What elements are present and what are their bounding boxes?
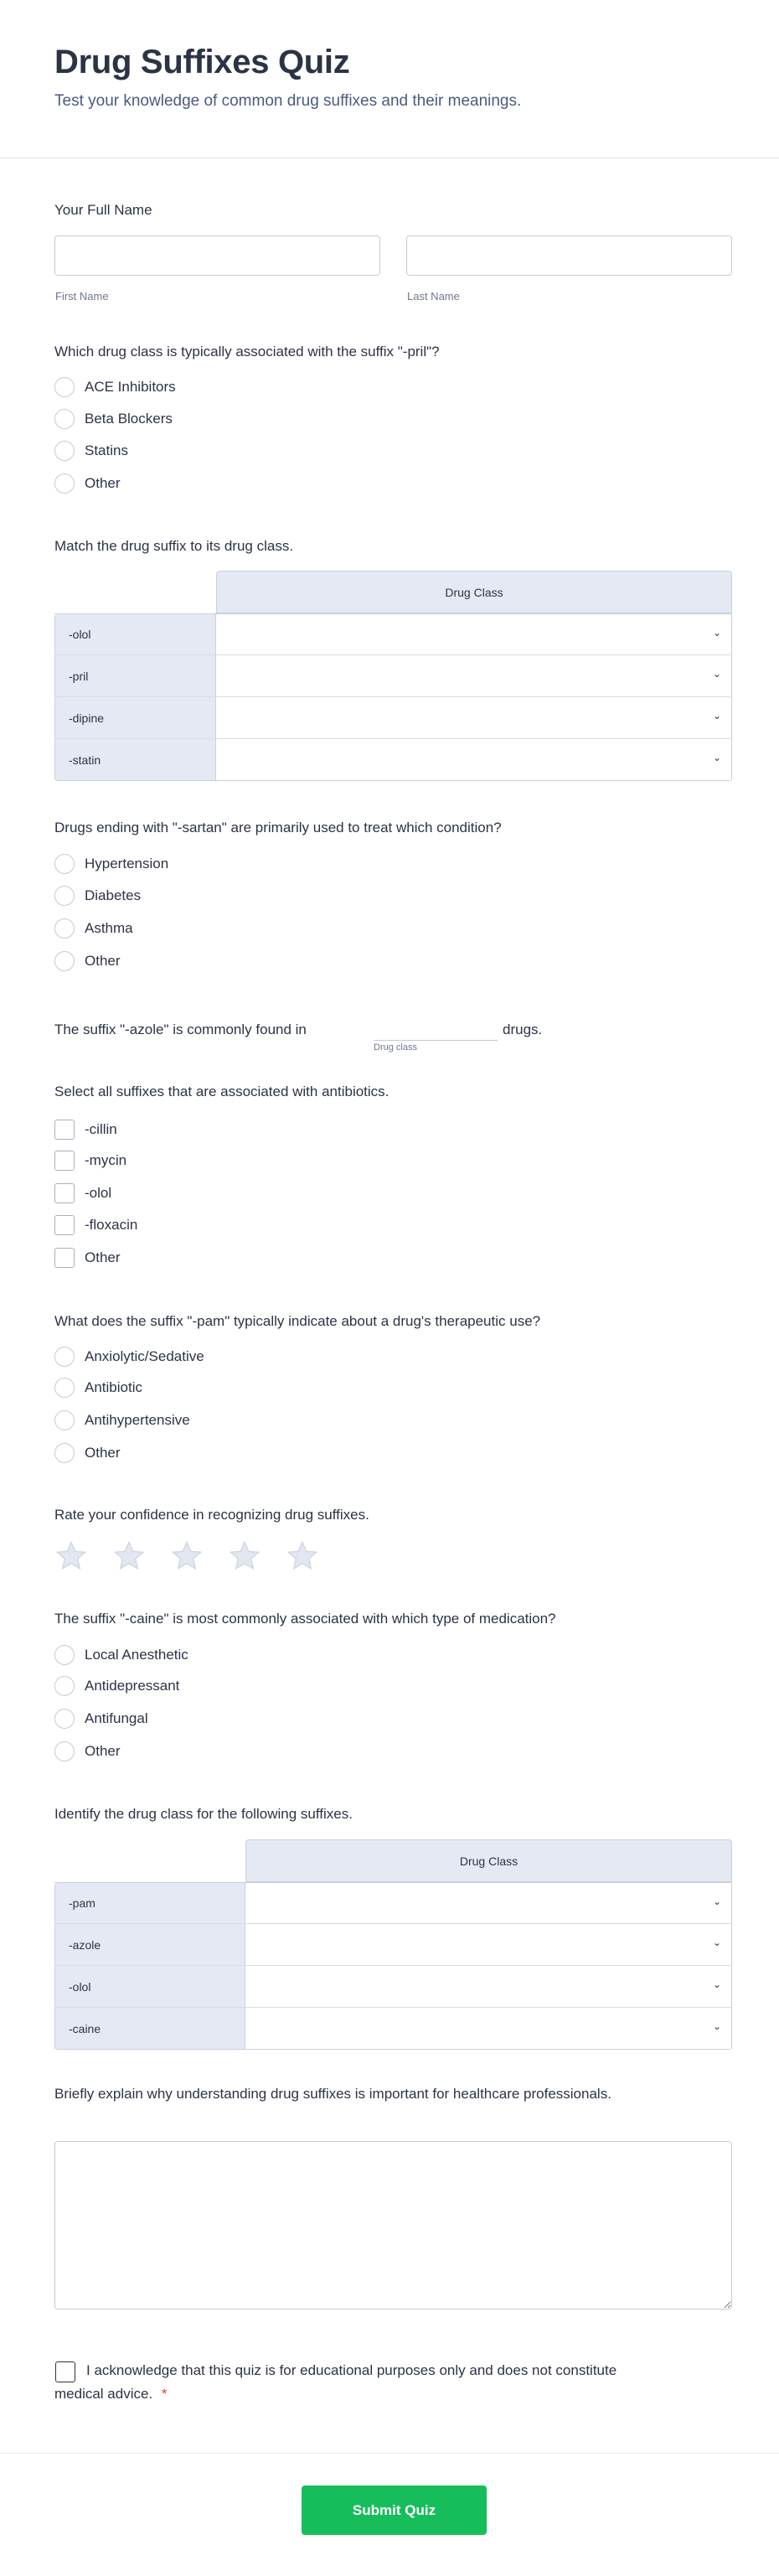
- matrix-row-label: -azole: [54, 1924, 245, 1965]
- q1-label: Which drug class is typically associated with the suffix "-pril"?: [54, 344, 440, 360]
- q1-option[interactable]: [54, 473, 121, 494]
- radio-button[interactable]: [54, 409, 75, 429]
- radio-button[interactable]: [54, 1709, 75, 1729]
- ack-label-wrap: [54, 2359, 658, 2406]
- radio-button[interactable]: [54, 1676, 75, 1696]
- radio-button[interactable]: [54, 1741, 75, 1761]
- radio-button[interactable]: [54, 1645, 75, 1665]
- q5-option[interactable]: [54, 1247, 121, 1269]
- q8-option[interactable]: [54, 1741, 121, 1762]
- option-label: Other: [85, 1743, 121, 1759]
- radio-button[interactable]: [54, 473, 75, 494]
- page-title: Drug Suffixes Quiz: [54, 44, 350, 80]
- q6-label: What does the suffix "-pam" typically indicate about a drug's therapeutic use?: [54, 1313, 541, 1329]
- option-label: Statins: [85, 442, 128, 458]
- option-label: ACE Inhibitors: [85, 379, 176, 395]
- q6-option[interactable]: [54, 1442, 121, 1464]
- q3-option[interactable]: [54, 885, 141, 907]
- q10-label: Briefly explain why understanding drug suffixes is important for healthcare professionals.: [54, 2086, 611, 2102]
- radio-button[interactable]: [54, 377, 75, 397]
- star-icon[interactable]: [228, 1539, 261, 1573]
- checkbox[interactable]: [54, 1248, 75, 1268]
- q1-option[interactable]: [54, 408, 173, 430]
- option-label: Other: [85, 475, 121, 491]
- q5-option[interactable]: [54, 1182, 111, 1204]
- option-label: Asthma: [85, 920, 133, 936]
- drug-class-select[interactable]: [216, 614, 732, 654]
- q8-option[interactable]: [54, 1675, 179, 1697]
- matrix-row: [54, 613, 732, 655]
- chevron-down-icon: ⌄: [712, 2020, 721, 2032]
- chevron-down-icon: ⌄: [712, 1937, 721, 1948]
- drug-class-select[interactable]: [216, 655, 732, 696]
- star-icon[interactable]: [170, 1539, 204, 1573]
- chevron-down-icon: ⌄: [712, 1979, 721, 1990]
- q9-label: Identify the drug class for the following suffixes.: [54, 1806, 353, 1822]
- matrix-row: [54, 655, 732, 697]
- checkbox[interactable]: [54, 1183, 75, 1203]
- footer-divider: [0, 2453, 779, 2454]
- matrix-row: [54, 1924, 732, 1966]
- chevron-down-icon: ⌄: [712, 627, 721, 639]
- q6-option[interactable]: [54, 1346, 204, 1368]
- q3-option[interactable]: [54, 918, 133, 939]
- drug-class-select[interactable]: [245, 1966, 732, 2007]
- matrix-row-label: -dipine: [54, 697, 216, 738]
- radio-button[interactable]: [54, 951, 75, 971]
- chevron-down-icon: ⌄: [712, 1896, 721, 1907]
- q4-after-text: drugs.: [503, 1022, 543, 1037]
- radio-button[interactable]: [54, 1347, 75, 1367]
- full-name-label: Your Full Name: [54, 202, 152, 218]
- q3-label: Drugs ending with "-sartan" are primarily used to treat which condition?: [54, 820, 502, 835]
- q7-label: Rate your confidence in recognizing drug suffixes.: [54, 1507, 369, 1523]
- drug-class-select[interactable]: [245, 2008, 732, 2049]
- drug-class-select[interactable]: [245, 1883, 732, 1923]
- option-label: Local Anesthetic: [85, 1647, 188, 1663]
- matrix-column-header: Drug Class: [216, 571, 732, 613]
- ack-label: I acknowledge that this quiz is for educational purposes only and does not constitute medical advice.: [54, 2362, 617, 2402]
- checkbox[interactable]: [54, 1120, 75, 1140]
- option-label: Other: [85, 1445, 121, 1461]
- option-label: -olol: [85, 1185, 112, 1201]
- q4-before-text: The suffix "-azole" is commonly found in: [54, 1022, 307, 1037]
- matrix-row: [54, 1882, 732, 1924]
- option-label: Other: [85, 953, 121, 969]
- q4-blank-input[interactable]: [374, 1017, 498, 1041]
- radio-button[interactable]: [54, 1443, 75, 1463]
- q1-option[interactable]: [54, 440, 128, 462]
- q8-option[interactable]: [54, 1644, 188, 1666]
- q9-matrix: [54, 1839, 732, 2048]
- q10-textarea[interactable]: [54, 2141, 732, 2310]
- q6-option[interactable]: [54, 1410, 190, 1431]
- last-name-sublabel: Last Name: [407, 290, 460, 303]
- q2-matrix: [54, 571, 732, 780]
- matrix-column-header: Drug Class: [245, 1839, 732, 1882]
- q3-option[interactable]: [54, 853, 168, 875]
- q3-option[interactable]: [54, 950, 121, 972]
- option-label: Anxiolytic/Sedative: [85, 1348, 204, 1364]
- matrix-row: [54, 739, 732, 781]
- option-label: -mycin: [85, 1152, 127, 1168]
- star-icon[interactable]: [286, 1539, 319, 1573]
- matrix-row-label: -statin: [54, 739, 216, 780]
- required-mark: *: [161, 2386, 168, 2402]
- checkbox[interactable]: [54, 1151, 75, 1171]
- checkbox[interactable]: [54, 1215, 75, 1235]
- drug-class-select[interactable]: [216, 739, 732, 780]
- q5-option[interactable]: [54, 1214, 137, 1236]
- q5-option[interactable]: [54, 1150, 126, 1172]
- matrix-row: [54, 1966, 732, 2008]
- q1-option[interactable]: [54, 376, 176, 398]
- matrix-row-label: -caine: [54, 2008, 245, 2049]
- q8-option[interactable]: [54, 1708, 148, 1730]
- radio-button[interactable]: [54, 886, 75, 906]
- q2-label: Match the drug suffix to its drug class.: [54, 538, 294, 554]
- radio-button[interactable]: [54, 1378, 75, 1398]
- radio-button[interactable]: [54, 854, 75, 874]
- chevron-down-icon: ⌄: [712, 752, 721, 763]
- matrix-row: [54, 2008, 732, 2050]
- drug-class-select[interactable]: [245, 1924, 732, 1965]
- option-label: Antidepressant: [85, 1678, 180, 1694]
- option-label: Hypertension: [85, 856, 169, 872]
- radio-button[interactable]: [54, 918, 75, 939]
- option-label: Beta Blockers: [85, 411, 173, 427]
- drug-class-select[interactable]: [216, 697, 732, 738]
- star-icon[interactable]: [54, 1539, 88, 1573]
- matrix-row-label: -olol: [54, 614, 216, 654]
- first-name-input[interactable]: [54, 235, 380, 276]
- q4-blank-sublabel: Drug class: [374, 1042, 417, 1053]
- q6-option[interactable]: [54, 1377, 142, 1399]
- matrix-row-label: -olol: [54, 1966, 245, 2007]
- radio-button[interactable]: [54, 441, 75, 461]
- submit-button[interactable]: Submit Quiz: [302, 2485, 487, 2535]
- matrix-row-label: -pam: [54, 1883, 245, 1923]
- matrix-row: [54, 697, 732, 739]
- page-subtitle: Test your knowledge of common drug suffixes and their meanings.: [54, 92, 522, 110]
- first-name-sublabel: First Name: [55, 290, 109, 303]
- option-label: -floxacin: [85, 1217, 138, 1233]
- star-icon[interactable]: [112, 1539, 146, 1573]
- q8-label: The suffix "-caine" is most commonly associated with which type of medication?: [54, 1611, 556, 1627]
- chevron-down-icon: ⌄: [712, 710, 721, 722]
- option-label: -cillin: [85, 1121, 117, 1137]
- option-label: Antibiotic: [85, 1379, 142, 1395]
- chevron-down-icon: ⌄: [712, 668, 721, 680]
- option-label: Diabetes: [85, 887, 142, 903]
- option-label: Other: [85, 1249, 121, 1265]
- matrix-row-label: -pril: [54, 655, 216, 696]
- q5-option[interactable]: [54, 1119, 117, 1141]
- option-label: Antihypertensive: [85, 1412, 190, 1428]
- q5-label: Select all suffixes that are associated with antibiotics.: [54, 1084, 390, 1099]
- radio-button[interactable]: [54, 1410, 75, 1430]
- last-name-input[interactable]: [406, 235, 732, 276]
- option-label: Antifungal: [85, 1710, 148, 1726]
